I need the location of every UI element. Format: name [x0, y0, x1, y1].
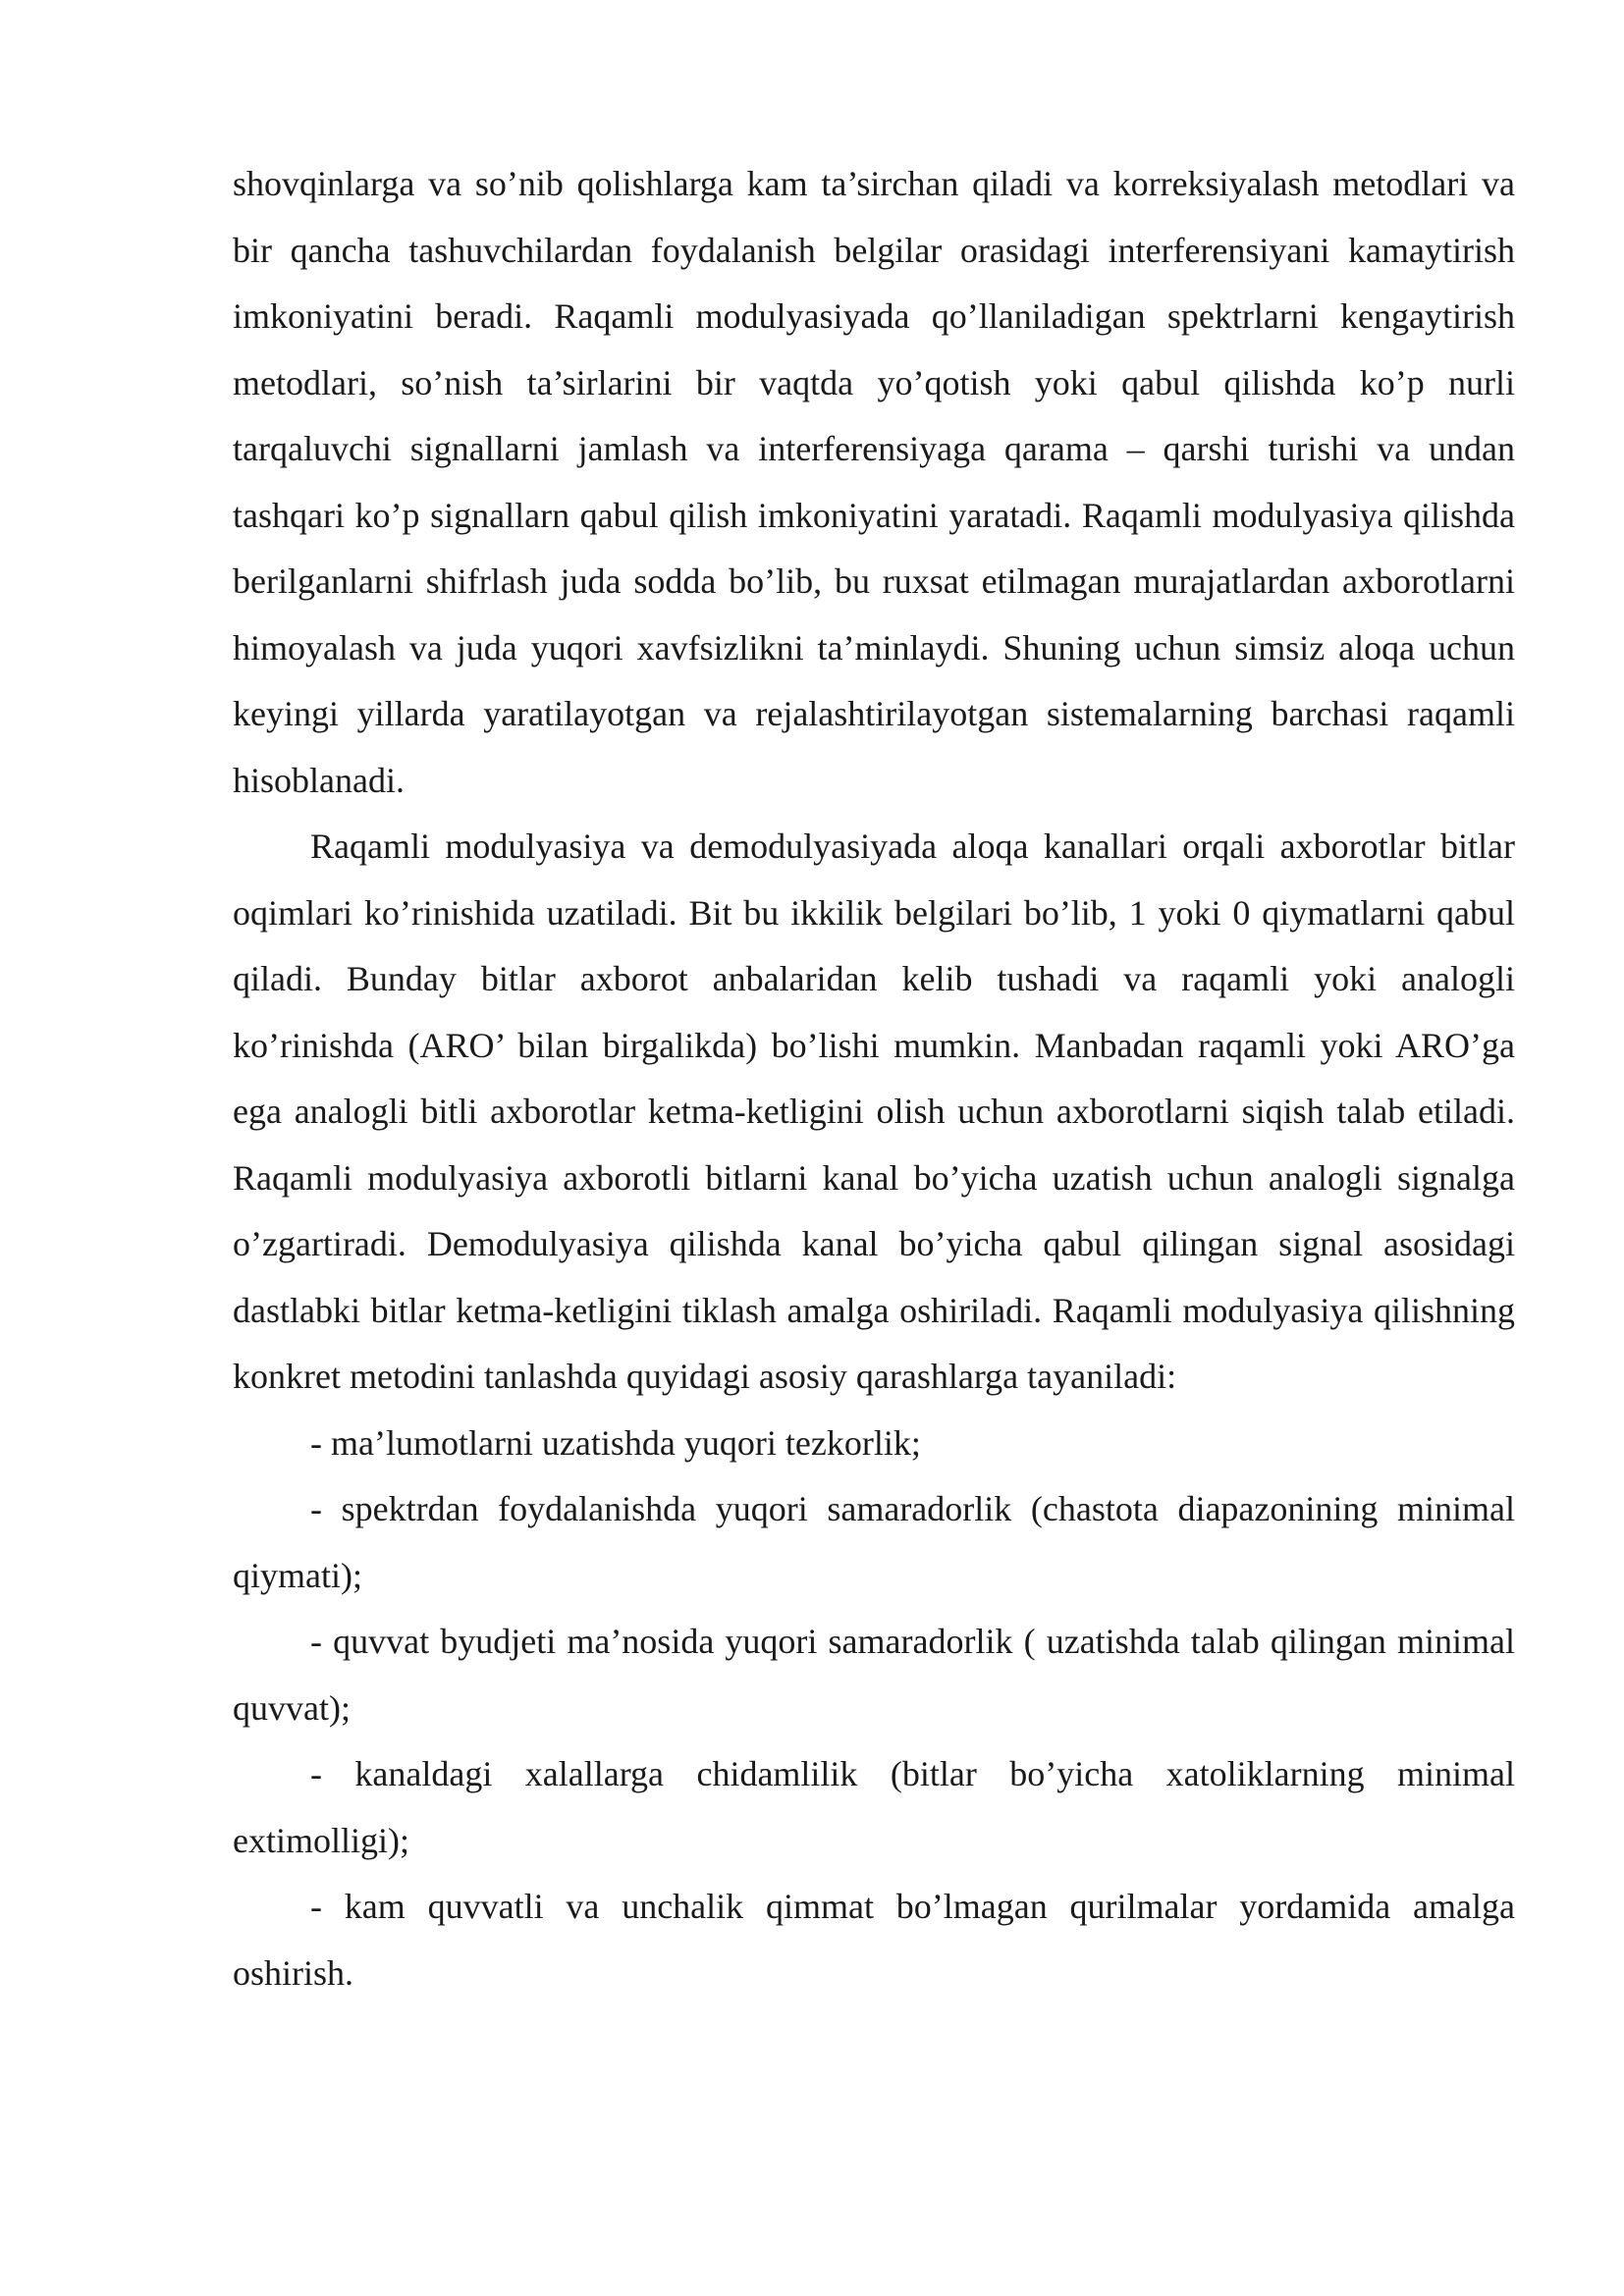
list-item-high-speed: - ma’lumotlarni uzatishda yuqori tezkorlik;	[310, 1422, 921, 1463]
list-item-power-efficiency: - quvvat byudjeti ma’nosida yuqori samaradorlik ( uzatishda talab qilingan minimal quvvat);	[233, 1622, 1515, 1728]
document-page	[233, 151, 1515, 2006]
paragraph-modulation-demodulation: Raqamli modulyasiya va demodulyasiyada aloqa kanallari orqali axborotlar bitlar oqimlari ko’rinishida uzatiladi. Bit bu ikkilik belgilari bo’lib, 1 yoki 0 qiymatlarni qabul qiladi. Bunday bitlar axborot anbalaridan kelib tushadi va raqamli yoki analogli ko’rinishda (ARO’ bilan birgalikda) bo’lishi mumkin. Manbadan raqamli yoki ARO’ga ega analogli bitli axborotlar ketma-ketligini olish uchun axborotlarni siqish talab etiladi. Raqamli modulyasiya axborotli bitlarni kanal bo’yicha uzatish uchun analogli signalga o’zgartiradi. Demodulyasiya qilishda kanal bo’yicha qabul qilingan signal asosidagi dastlabki bitlar ketma-ketligini tiklash amalga oshiriladi. Raqamli modulyasiya qilishning konkret metodini tanlashda quyidagi asosiy qarashlarga tayaniladi:	[233, 827, 1515, 1396]
list-item-spectral-efficiency: - spektrdan foydalanishda yuqori samaradorlik (chastota diapazonining minimal qiymati);	[233, 1489, 1515, 1595]
list-item-noise-immunity: - kanaldagi xalallarga chidamlilik (bitlar bo’yicha xatoliklarning minimal extimolligi);	[233, 1754, 1515, 1860]
list-item-low-cost-implementation: - kam quvvatli va unchalik qimmat bo’lmagan qurilmalar yordamida amalga oshirish.	[233, 1887, 1515, 1993]
paragraph-digital-modulation-advantages: shovqinlarga va so’nib qolishlarga kam ta’sirchan qiladi va korreksiyalash metodlari va bir qancha tashuvchilardan foydalanish belgilar orasidagi interferensiyani kamaytirish imkoniyatini beradi. Raqamli modulyasiyada qo’llaniladigan spektrlarni kengaytirish metodlari, so’nish ta’sirlarini bir vaqtda yo’qotish yoki qabul qilishda ko’p nurli tarqaluvchi signallarni jamlash va interferensiyaga qarama – qarshi turishi va undan tashqari ko’p signallarn qabul qilish imkoniyatini yaratadi. Raqamli modulyasiya qilishda berilganlarni shifrlash juda sodda bo’lib, bu ruxsat etilmagan murajatlardan axborotlarni himoyalash va juda yuqori xavfsizlikni ta’minlaydi. Shuning uchun simsiz aloqa uchun keyingi yillarda yaratilayotgan va rejalashtirilayotgan sistemalarning barchasi raqamli hisoblanadi.	[233, 164, 1515, 800]
